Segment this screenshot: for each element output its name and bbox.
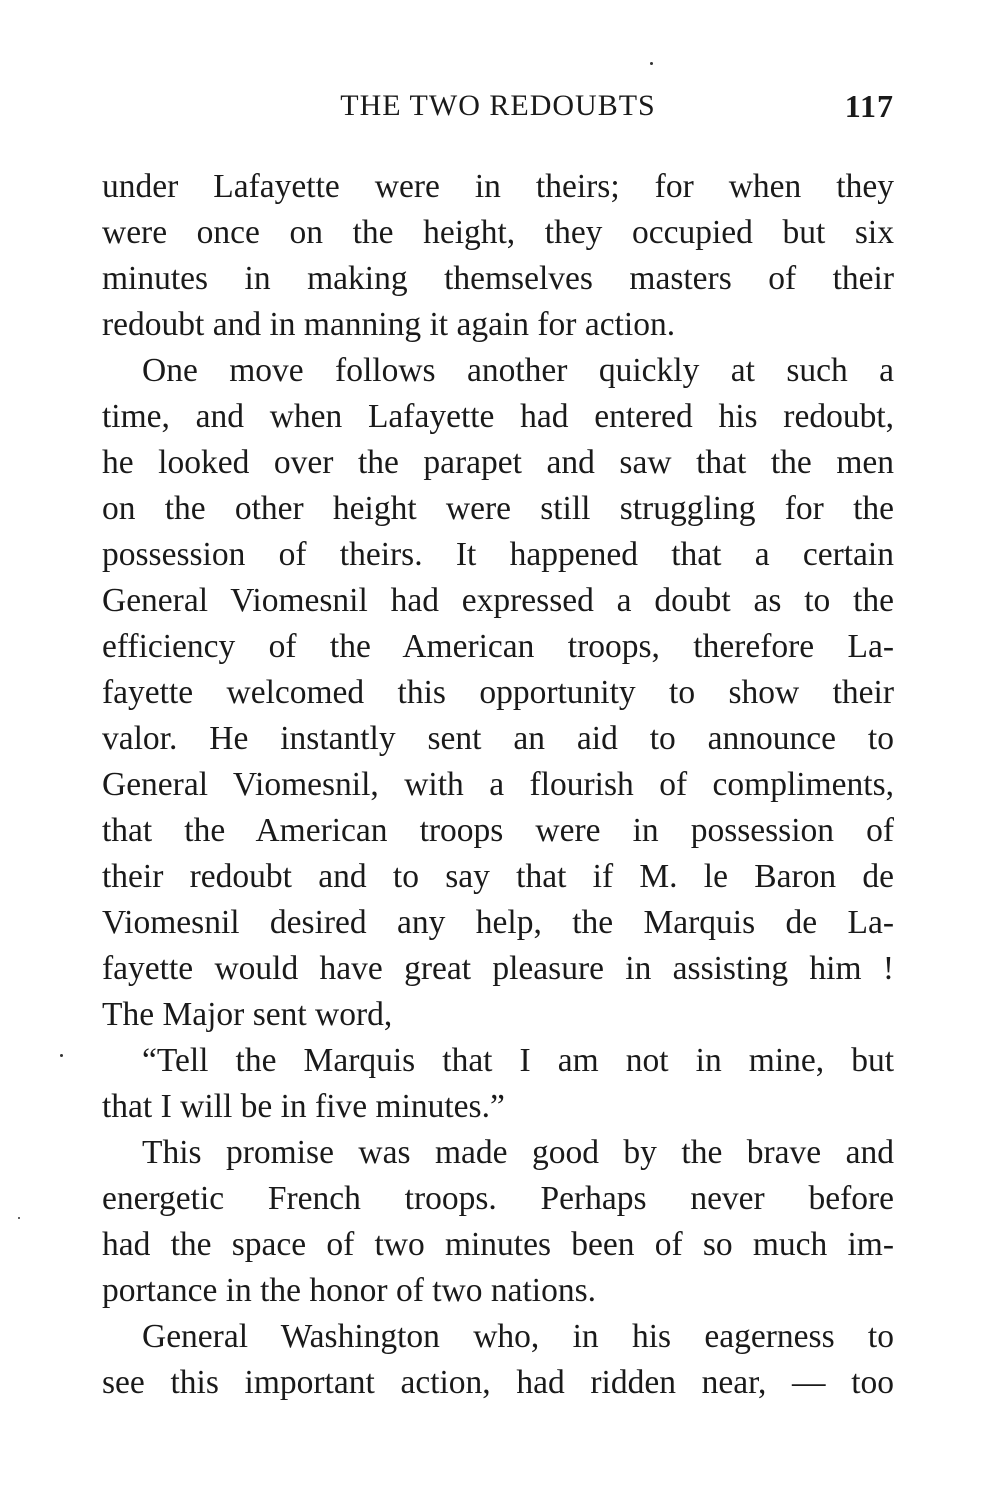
text-line: fayette welcomed this opportunity to show their — [102, 674, 894, 711]
text-line: were once on the height, they occupied but six — [102, 214, 894, 251]
body-text — [102, 164, 894, 1406]
text-line: see this important action, had ridden near, — too — [102, 1364, 894, 1401]
text-line: valor. He instantly sent an aid to announce to — [102, 720, 894, 757]
text-line: General Viomesnil had expressed a doubt as to the — [102, 582, 894, 619]
text-line: that I will be in five minutes.” — [102, 1088, 505, 1125]
text-line: time, and when Lafayette had entered his redoubt, — [102, 398, 894, 435]
text-line: This promise was made good by the brave and — [142, 1134, 894, 1171]
text-line: possession of theirs. It happened that a certain — [102, 536, 894, 573]
ink-speck — [650, 62, 653, 65]
text-line: General Washington who, in his eagerness to — [142, 1318, 894, 1355]
text-line: efficiency of the American troops, therefore La- — [102, 628, 894, 665]
page-header — [102, 84, 894, 128]
text-line: “Tell the Marquis that I am not in mine, but — [142, 1042, 894, 1079]
text-line: One move follows another quickly at such a — [142, 352, 894, 389]
text-line: that the American troops were in possession of — [102, 812, 894, 849]
page-number: 117 — [844, 88, 894, 124]
text-line: minutes in making themselves masters of their — [102, 260, 894, 297]
text-line: on the other height were still struggling for the — [102, 490, 894, 527]
text-line: their redoubt and to say that if M. le Baron de — [102, 858, 894, 895]
text-line: portance in the honor of two nations. — [102, 1272, 597, 1309]
running-title: THE TWO REDOUBTS — [340, 89, 656, 122]
text-line: energetic French troops. Perhaps never before — [102, 1180, 894, 1217]
text-line: fayette would have great pleasure in assisting him ! — [102, 950, 894, 987]
text-line: redoubt and in manning it again for action. — [102, 306, 676, 343]
text-line: The Major sent word, — [102, 996, 393, 1033]
text-line: under Lafayette were in theirs; for when they — [102, 168, 894, 205]
text-line: Viomesnil desired any help, the Marquis de La- — [102, 904, 894, 941]
ink-speck — [18, 1217, 20, 1219]
ink-speck — [60, 1054, 63, 1057]
text-line: had the space of two minutes been of so much im- — [102, 1226, 894, 1263]
text-line: General Viomesnil, with a flourish of compliments, — [102, 766, 894, 803]
text-line: he looked over the parapet and saw that the men — [102, 444, 894, 481]
